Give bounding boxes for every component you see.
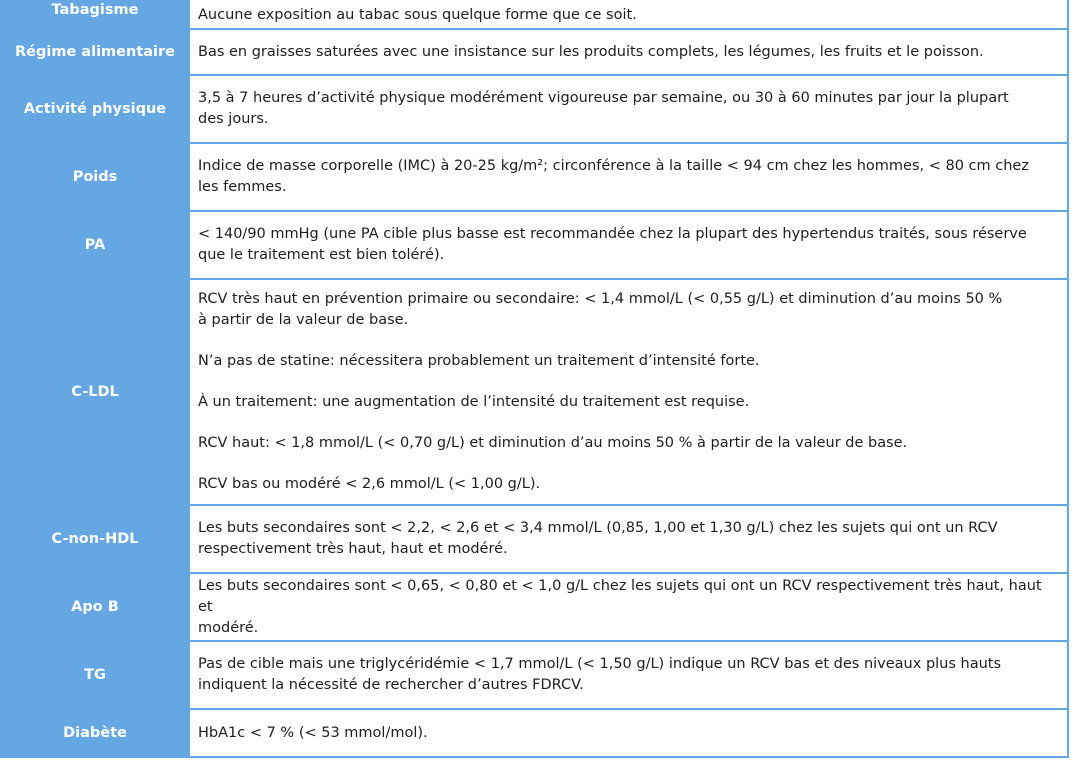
content-line: Indice de masse corporelle (IMC) à 20-25 kg/m²; circonférence à la taille < 94 cm chez les hommes, < 80 cm chez: [198, 158, 1029, 174]
row-label-activite: Activité physique: [1, 75, 189, 143]
row-content-cldl: [189, 279, 1068, 505]
row-content-pa: [189, 211, 1068, 279]
table-row: [1, 505, 1068, 573]
content-line: N’a pas de statine: nécessitera probablement un traitement d’intensité forte.: [198, 353, 760, 369]
content-line: Les buts secondaires sont < 0,65, < 0,80 et < 1,0 g/L chez les sujets qui ont un RCV respectivement très haut, haut et: [198, 577, 1042, 615]
content-line: respectivement très haut, haut et modéré.: [198, 541, 508, 557]
content-paragraph: [198, 474, 1059, 495]
content-paragraph: [198, 351, 1059, 372]
content-line: RCV bas ou modéré < 2,6 mmol/L (< 1,00 g/L).: [198, 476, 541, 492]
content-line: À un traitement: une augmentation de l’intensité du traitement est requise.: [198, 394, 750, 410]
content-line: HbA1c < 7 % (< 53 mmol/mol).: [198, 724, 428, 741]
content-paragraph: [198, 433, 1059, 454]
content-line: que le traitement est bien toléré).: [198, 247, 445, 263]
row-label-apob: Apo B: [1, 573, 189, 641]
content-line: RCV très haut en prévention primaire ou secondaire: < 1,4 mmol/L (< 0,55 g/L) et diminution d’au moins 50 %: [198, 291, 1003, 307]
content-line: RCV haut: < 1,8 mmol/L (< 0,70 g/L) et diminution d’au moins 50 % à partir de la valeur de base.: [198, 435, 908, 451]
table-row: [1, 0, 1068, 29]
table-row: [1, 573, 1068, 641]
table-row: [1, 75, 1068, 143]
row-content-diabete: [189, 709, 1068, 757]
row-content-cnonhdl: [189, 505, 1068, 573]
content-line: à partir de la valeur de base.: [198, 312, 409, 328]
row-content-poids: [189, 143, 1068, 211]
content-line: Bas en graisses saturées avec une insistance sur les produits complets, les légumes, les fruits et le poisson.: [198, 43, 984, 60]
row-content-apob: [189, 573, 1068, 641]
content-line: 3,5 à 7 heures d’activité physique modérément vigoureuse par semaine, ou 30 à 60 minutes par jour la plupart: [198, 90, 1009, 106]
content-paragraph: [198, 392, 1059, 413]
table-row: [1, 641, 1068, 709]
row-label-diabete: Diabète: [1, 709, 189, 757]
row-label-pa: PA: [1, 211, 189, 279]
table-row: [1, 29, 1068, 75]
content-line: les femmes.: [198, 179, 287, 195]
row-content-regime: [189, 29, 1068, 75]
content-line: modéré.: [198, 619, 259, 636]
content-line: Les buts secondaires sont < 2,2, < 2,6 et < 3,4 mmol/L (0,85, 1,00 et 1,30 g/L) chez les sujets qui ont un RCV: [198, 520, 998, 536]
row-label-poids: Poids: [1, 143, 189, 211]
content-line: des jours.: [198, 111, 269, 127]
content-line: indiquent la nécessité de rechercher d’autres FDRCV.: [198, 677, 584, 693]
row-content-tabagisme: [189, 0, 1068, 29]
content-line: < 140/90 mmHg (une PA cible plus basse est recommandée chez la plupart des hypertendus traités, sous réserve: [198, 226, 1027, 242]
row-label-tabagisme: Tabagisme: [1, 0, 189, 29]
content-line: Aucune exposition au tabac sous quelque forme que ce soit.: [198, 6, 637, 23]
row-label-tg: TG: [1, 641, 189, 709]
table-row: [1, 279, 1068, 505]
content-line: Pas de cible mais une triglycéridémie < 1,7 mmol/L (< 1,50 g/L) indique un RCV bas et des niveaux plus hauts: [198, 656, 1002, 672]
row-label-regime: Régime alimentaire: [1, 29, 189, 75]
row-content-tg: [189, 641, 1068, 709]
table-row: [1, 709, 1068, 757]
row-label-cnonhdl: C-non-HDL: [1, 505, 189, 573]
row-label-cldl: C-LDL: [1, 279, 189, 505]
table-row: [1, 211, 1068, 279]
content-paragraph: [198, 289, 1059, 331]
table-row: [1, 143, 1068, 211]
row-content-activite: [189, 75, 1068, 143]
